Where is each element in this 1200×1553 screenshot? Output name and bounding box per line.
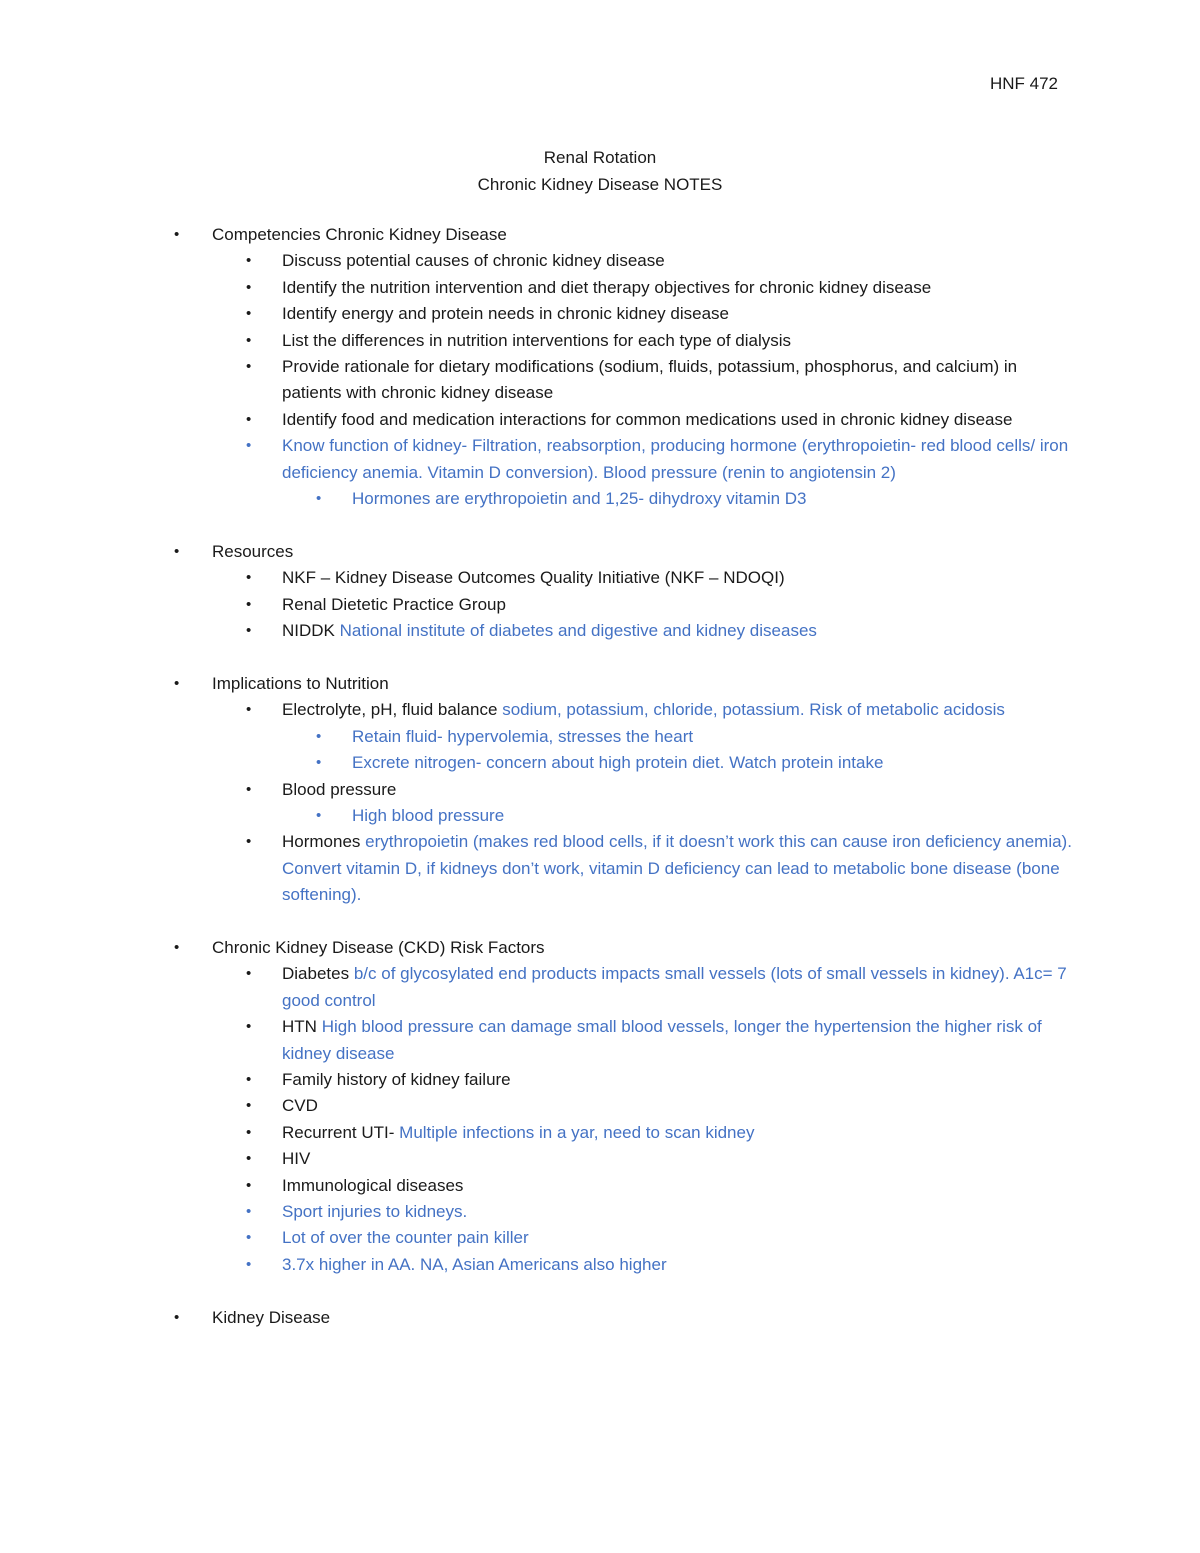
list-item-label: NIDDK [282,621,335,641]
list-item-text: HIV [282,1149,311,1169]
bullet: • [316,490,322,508]
list-item [0,1146,1072,1172]
list-item [0,961,1072,1014]
list-item [0,1067,1072,1093]
list-item-note [0,1225,1072,1251]
bullet: • [246,1202,252,1220]
list-item-label: Hormones [282,832,361,852]
list-item-label: HTN [282,1017,317,1037]
document-subtitle: Chronic Kidney Disease NOTES [477,175,723,194]
bullet: • [174,226,180,243]
list-item [0,354,1072,407]
list-item [0,565,1072,591]
bullet: • [246,780,252,798]
bullet: • [174,542,180,560]
section-heading: Resources [212,541,294,561]
bullet: • [246,1150,252,1168]
spacer [0,512,1200,538]
list-item-note [0,1199,1072,1225]
list-item-text: CVD [282,1096,318,1116]
list-item-text: Identify the nutrition intervention and diet therapy objectives for chronic kidney disease [282,277,932,297]
sub-list-item-note [0,724,1072,750]
list-item [0,1173,1072,1199]
note-text: High blood pressure can damage small blood vessels, longer the hypertension the higher risk of kidney disease [282,1017,1042,1063]
list-item [0,328,1072,354]
list-item-text: Provide rationale for dietary modifications (sodium, fluids, potassium, phosphorus, and calcium) in patients with chronic kidney disease [282,357,1018,403]
list-item [0,618,1072,644]
section-heading: Kidney Disease [212,1307,331,1327]
note-text: sodium, potassium, chloride, potassium. Risk of metabolic acidosis [502,700,1005,720]
list-item-label: Recurrent UTI- [282,1122,395,1142]
list-item [0,829,1072,908]
note-text: Retain fluid- hypervolemia, stresses the heart [352,726,694,746]
sub-list-item-note [0,486,1072,512]
list-item [0,777,1072,803]
list-item-text: Blood pressure [282,779,397,799]
list-item [0,697,1072,723]
bullet: • [246,1176,252,1194]
bullet: • [246,1018,252,1036]
section-kidney-disease [0,1305,1082,1331]
list-item-note [0,433,1072,486]
note-text: Sport injuries to kidneys. [282,1201,468,1221]
list-item [0,407,1072,433]
note-text: High blood pressure [352,805,505,825]
section-heading: Implications to Nutrition [212,673,389,693]
note-text: erythropoietin (makes red blood cells, if it doesn’t work this can cause iron deficiency anemia). Convert vitamin D, if kidneys don’t work, vitamin D deficiency can lead to metabolic bone disease (bone softening). [282,832,1072,905]
section-heading: Competencies Chronic Kidney Disease [212,225,507,244]
list-item [0,1120,1072,1146]
bullet: • [246,331,252,349]
note-text: National institute of diabetes and digestive and kidney diseases [339,621,817,641]
section-competencies [0,222,1082,248]
note-text: Hormones are erythropoietin and 1,25- dihydroxy vitamin D3 [352,489,807,509]
bullet: • [246,437,252,455]
sub-list-item-note [0,803,1072,829]
bullet: • [246,622,252,640]
bullet: • [174,674,180,692]
bullet: • [246,701,252,719]
note-text: Lot of over the counter pain killer [282,1228,529,1248]
list-item-text: NKF – Kidney Disease Outcomes Quality Initiative (NKF – NDOQI) [282,568,785,588]
note-text: Excrete nitrogen- concern about high protein diet. Watch protein intake [352,753,884,773]
bullet: • [316,727,322,745]
bullet: • [246,1229,252,1247]
document-title: Renal Rotation [543,148,657,167]
bullet: • [246,1123,252,1141]
section-resources [0,539,1082,565]
list-item-text: Immunological diseases [282,1175,464,1195]
bullet: • [246,358,252,376]
bullet: • [246,410,252,428]
list-item [0,1093,1072,1119]
bullet: • [246,1070,252,1088]
list-item-text: List the differences in nutrition interventions for each type of dialysis [282,330,792,350]
section-risk-factors [0,935,1082,961]
spacer [0,644,1200,670]
spacer [0,909,1200,935]
bullet: • [246,305,252,323]
notes-content [0,222,1200,1331]
bullet: • [246,965,252,983]
note-text: b/c of glycosylated end products impacts small vessels (lots of small vessels in kidney). A1c= 7 good control [282,964,1067,1010]
section-heading: Chronic Kidney Disease (CKD) Risk Factors [212,937,545,957]
list-item-text: Identify food and medication interactions for common medications used in chronic kidney disease [282,409,1013,429]
bullet: • [174,938,180,956]
bullet: • [246,278,252,296]
list-item-text: Identify energy and protein needs in chronic kidney disease [282,304,730,324]
course-code: HNF 472 [989,74,1058,93]
list-item-note [0,1252,1072,1278]
spacer [0,1278,1200,1304]
list-item [0,275,1072,301]
bullet: • [246,1255,252,1273]
list-item-label: Diabetes [282,964,350,984]
note-text: 3.7x higher in AA. NA, Asian Americans also higher [282,1254,667,1274]
list-item-text: Renal Dietetic Practice Group [282,594,506,614]
list-item [0,248,1072,274]
bullet: • [246,595,252,613]
sub-list-item-note [0,750,1072,776]
bullet: • [246,252,252,270]
bullet: • [316,754,322,772]
bullet: • [246,1097,252,1115]
bullet: • [174,1308,180,1326]
list-item [0,301,1072,327]
bullet: • [246,833,252,851]
section-implications [0,671,1082,697]
note-text: Multiple infections in a yar, need to scan kidney [399,1122,755,1142]
bullet: • [316,806,322,824]
list-item-text: Discuss potential causes of chronic kidney disease [282,251,665,271]
list-item [0,1014,1072,1067]
list-item-text: Family history of kidney failure [282,1069,511,1089]
bullet: • [246,569,252,587]
list-item-label: Electrolyte, pH, fluid balance [282,700,498,720]
title-block [0,144,1200,198]
note-text: Know function of kidney- Filtration, reabsorption, producing hormone (erythropoietin- red blood cells/ iron deficiency anemia. Vitamin D conversion). Blood pressure (renin to angiotensin 2) [282,436,1069,482]
list-item [0,592,1072,618]
